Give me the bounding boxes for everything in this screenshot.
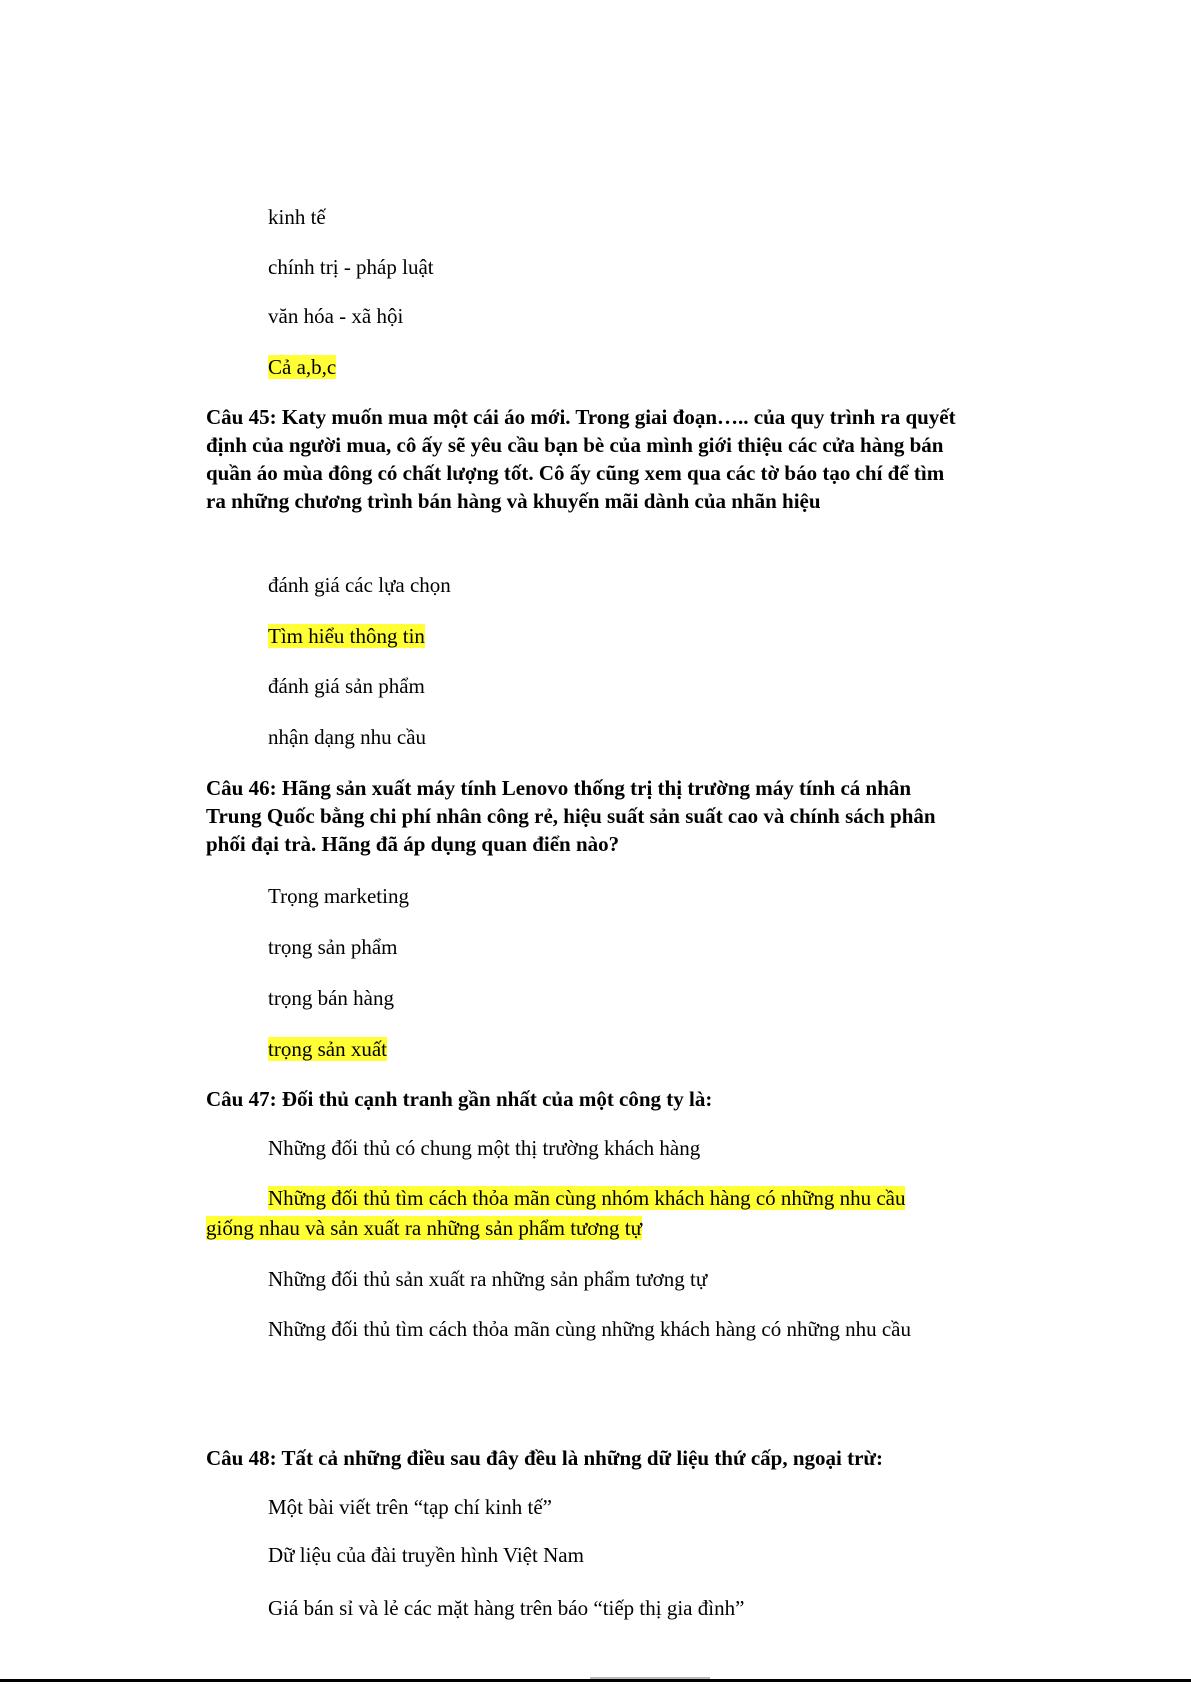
highlighted-answer-text: giống nhau và sản xuất ra những sản phẩm tương tự	[206, 1216, 643, 1240]
answer-option-clipped	[268, 1593, 968, 1620]
answer-option	[268, 1494, 552, 1520]
answer-option-text: đánh giá các lựa chọn	[268, 573, 451, 597]
question-text: Câu 46: Hãng sản xuất máy tính Lenovo thống trị thị trường máy tính cá nhân Trung Quốc bằng chi phí nhân công rẻ, hiệu suất sản suất cao và chính sách phân phối đại trà. Hãng đã áp dụng quan điển nào?	[206, 776, 936, 856]
page-bottom-border	[0, 1679, 1191, 1682]
answer-option-text: trọng sản phẩm	[268, 935, 398, 959]
answer-option	[268, 204, 326, 230]
answer-option-correct	[268, 1185, 905, 1211]
answer-option-correct	[268, 354, 336, 380]
answer-option	[268, 254, 434, 280]
answer-option	[268, 572, 451, 598]
answer-option	[268, 985, 394, 1011]
answer-option-text: Trọng marketing	[268, 884, 409, 908]
answer-option	[268, 1135, 700, 1161]
answer-option-text: nhận dạng nhu cầu	[268, 725, 427, 749]
answer-option-text: Những đối thủ sản xuất ra những sản phẩm tương tự	[268, 1267, 708, 1291]
answer-option-text: kinh tế	[268, 205, 326, 229]
answer-option-text: Giá bán sỉ và lẻ các mặt hàng trên báo “tiếp thị gia đình”	[268, 1596, 745, 1620]
answer-option-continuation	[206, 1215, 642, 1241]
answer-option-text: Dữ liệu của đài truyền hình Việt Nam	[268, 1543, 584, 1567]
answer-option-correct	[268, 1036, 387, 1062]
answer-option	[268, 1316, 911, 1342]
question-45	[206, 403, 966, 515]
highlighted-answer-text: Cả a,b,c	[268, 355, 337, 379]
answer-option	[268, 1542, 584, 1568]
question-text: Câu 45: Katy muốn mua một cái áo mới. Trong giai đoạn….. của quy trình ra quyết định của người mua, cô ấy sẽ yêu cầu bạn bè của mình giới thiệu các cửa hàng bán quần áo mùa đông có chất lượng tốt. Cô ấy cũng xem qua các tờ báo tạo chí để tìm ra những chương trình bán hàng và khuyến mãi dành của nhãn hiệu	[206, 405, 956, 513]
question-text: Câu 47: Đối thủ cạnh tranh gần nhất của một công ty là:	[206, 1087, 713, 1111]
question-text: Câu 48: Tất cả những điều sau đây đều là những dữ liệu thứ cấp, ngoại trừ:	[206, 1446, 884, 1470]
highlighted-answer-text: Những đối thủ tìm cách thỏa mãn cùng nhóm khách hàng có những nhu cầu	[268, 1186, 906, 1210]
answer-option	[268, 673, 425, 699]
answer-option	[268, 883, 409, 909]
highlighted-answer-text: trọng sản xuất	[268, 1037, 387, 1061]
answer-option-text: văn hóa - xã hội	[268, 304, 404, 328]
answer-option	[268, 934, 397, 960]
answer-option-text: Những đối thủ tìm cách thỏa mãn cùng những khách hàng có những nhu cầu	[268, 1317, 912, 1341]
answer-option-text: Một bài viết trên “tạp chí kinh tế”	[268, 1495, 552, 1519]
answer-option-text: Những đối thủ có chung một thị trường khách hàng	[268, 1136, 701, 1160]
answer-option	[268, 303, 403, 329]
answer-option	[268, 1266, 707, 1292]
answer-option-text: trọng bán hàng	[268, 986, 394, 1010]
answer-option-correct	[268, 623, 425, 649]
question-48	[206, 1444, 966, 1472]
highlighted-answer-text: Tìm hiểu thông tin	[268, 624, 425, 648]
answer-option	[268, 724, 426, 750]
question-46	[206, 774, 966, 858]
question-47	[206, 1085, 966, 1113]
answer-option-text: chính trị - pháp luật	[268, 255, 434, 279]
answer-option-text: đánh giá sản phẩm	[268, 674, 425, 698]
